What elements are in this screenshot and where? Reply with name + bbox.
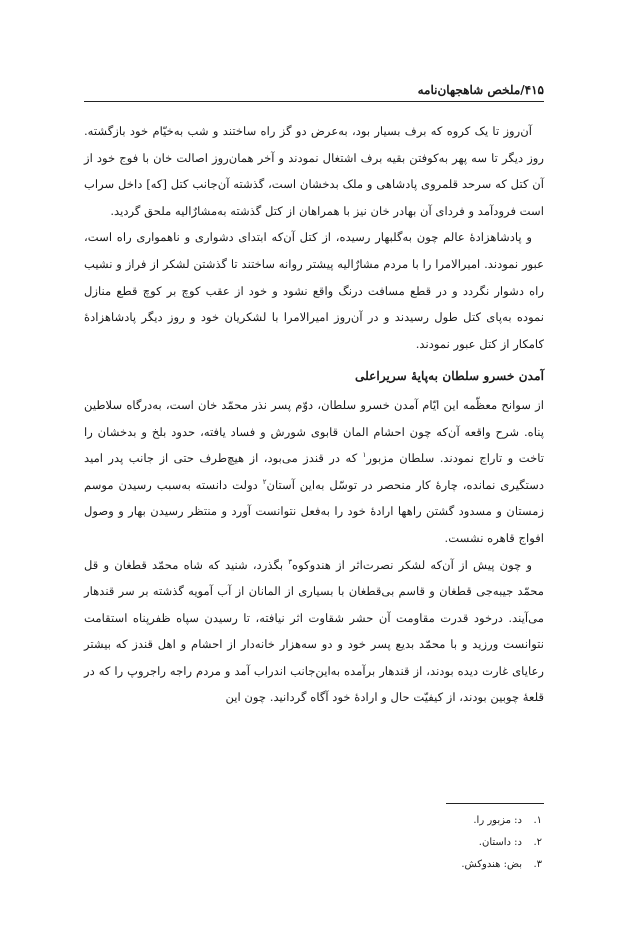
- paragraph-1: آن‌روز تا یک کروه که برف بسیار بود، به‌عرض دو گز راه ساختند و شب به‌خیّام خود بازگشته. روز دیگر تا سه پهر به‌کوفتن بقیه برف اشتغال نمودند و آخر همان‌روز اصالت خان با فوج خود از آن کتل که سرحد قلمروی پادشاهی و ملک بدخشان است، گذشته آن‌جانب کتل [که] داخل سراب است فرودآمد و فردای آن بهادر خان نیز با همراهان از کتل گذشته به‌مشارٌالیه ملحق گردید.: [84, 124, 544, 218]
- footnote-number: ۳.: [533, 859, 542, 870]
- footnote-text: د: مزبور را.: [473, 815, 522, 826]
- body-text: [84, 118, 544, 711]
- footnote-number: ۱.: [533, 815, 542, 826]
- footnote-number: ۲.: [533, 837, 542, 848]
- running-title: ۴۱۵/ملخص شاهجهان‌نامه: [417, 83, 544, 97]
- paragraph-4-part-2: بگذرد، شنید که شاه محمّد قطغان و قل محمّد جیبه‌جی قطغان و قاسم بی‌قطغان با بسیاری از المانان از آب آمویه گذشته بر سر قندهار می‌آیند. درخود قدرت مقاومت آن حشر شقاوت اثر نیافته، تا رسیدن سپاه ظفرپناه استقامت نتوانست ورزید و با محمّد بدیع پسر خود و دو سه‌هزار خانه‌دار از احشام و اهل قندز که بیشتر رعایای غارت دیده بودند، از قندهار برآمده به‌این‌جانب اندراب آمد و مردم راجه راجروپ را که در قلعهٔ چوبین بودند، از کیفیّت حال و ارادهٔ خود آگاه گردانید. چون این: [84, 557, 544, 705]
- footnote-item: [200, 810, 542, 832]
- paragraph-3-part-3: دولت دانسته به‌سبب رسیدن موسم زمستان و مسدود گشتن راهها ارادهٔ خود را به‌فعل نتوانست آورد و منتظر رسیدن بهار و وصول افواج قاهره نشست.: [84, 477, 544, 545]
- footnote-divider: [446, 803, 544, 804]
- paragraph-4-part-1: و چون پیش از آن‌که لشکر نصرت‌اثر از هندوکوه: [292, 557, 532, 572]
- footnote-ref-1: ۱: [362, 451, 367, 460]
- paragraph-3: [84, 392, 544, 552]
- footnote-ref-2: ۲: [262, 477, 267, 486]
- footnote-item: [200, 854, 542, 876]
- paragraph-3-part-1: از سوانح معظّمه این ایّام آمدن خسرو سلطان، دوّم پسر نذر محمّد خان است، به‌درگاه سلاطین پناه. شرح واقعه آن‌که چون احشام المان قابوی شورش و فساد یافته، حدود بلخ و بدخشان را تاخت و تاراج نمودند. سلطان مزبور: [84, 397, 544, 466]
- paragraph-2: و پادشاهزادهٔ عالم چون به‌گلبهار رسیده، از کتل آن‌که ابتدای دشواری و ناهمواری راه است، عبور نمودند. امیرالامرا را با مردم مشارٌالیه پیشتر روانه ساختند تا گذشتن لشکر از فراز و نشیب راه دشوار نگردد و در قطع مسافت درنگ واقع نشود و خود از عقب کوچ بر کوچ قطع منازل نموده به‌پای کتل طول رسیدند و در آن‌روز امیرالامرا با لشکریان خود و روز دیگر پادشاهزادهٔ کامکار از کتل عبور نمودند.: [84, 230, 544, 351]
- footnote-text: بض: هندوکش.: [461, 859, 522, 870]
- footnote-text: د: داستان.: [478, 837, 522, 848]
- paragraph-4: [84, 552, 544, 712]
- page-header: [84, 78, 544, 102]
- footnote-item: [200, 832, 542, 854]
- section-heading: آمدن خسرو سلطان به‌پایهٔ سریراعلی: [354, 369, 544, 384]
- paragraph-3-part-2: که در قندز می‌بود، از هیچ‌طرف حتی از جانب پدر امید دستگیری نمانده، چارهٔ کار منحصر در توسّل به‌این آستان: [84, 451, 544, 492]
- footnote-ref-3: ۳: [288, 557, 293, 566]
- footnotes: [200, 810, 542, 876]
